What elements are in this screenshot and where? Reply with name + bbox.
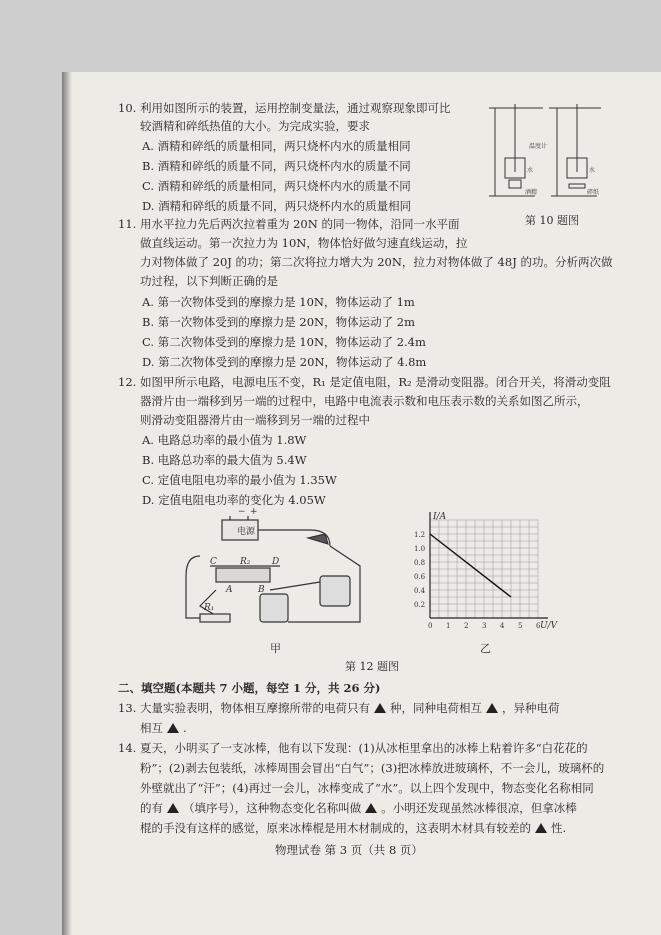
y-tick-label: 0.6 <box>414 573 426 581</box>
x-tick-label: 2 <box>464 622 469 630</box>
blank-triangle-icon <box>535 823 547 833</box>
x-tick-label: 6 <box>536 622 541 630</box>
blank-triangle-icon <box>365 803 377 813</box>
y-tick-label: 0.8 <box>414 559 426 567</box>
q14-text-4b: （填序号），这种物态变化名称叫做 <box>183 801 362 815</box>
chart-series <box>430 534 511 597</box>
water-label-1: 水 <box>527 167 534 174</box>
y-tick-label: 0.4 <box>414 587 426 595</box>
blank-triangle-icon <box>167 803 179 813</box>
circuit-point-a: A <box>226 585 233 595</box>
q11-line2: 做直线运动。第一次拉力为 10N，物体恰好做匀速直线运动，拉 <box>140 236 468 250</box>
q10-option-a: A. 酒精和碎纸的质量相同，两只烧杯内水的质量相同 <box>142 139 411 153</box>
x-tick-label: 1 <box>446 622 451 630</box>
q14-line2: 粉”；(2)剥去包装纸，冰棒周围会冒出“白气”；(3)把冰棒放进玻璃杯，不一会儿，玻璃杯的 <box>140 761 605 775</box>
y-tick-label: 1.0 <box>414 545 426 553</box>
water-label-2: 水 <box>589 167 596 174</box>
q12-option-d: D. 定值电阻电功率的变化为 4.05W <box>142 493 326 507</box>
q14-line4 <box>140 800 577 817</box>
q14-text-5a: 棍的手没有这样的感觉，原来冰棒棍是用木材制成的，这表明木材具有较差的 <box>140 821 531 835</box>
q11-line4: 功过程，以下判断正确的是 <box>140 274 278 288</box>
q14-text-4c: 。小明还发现虽然冰棒很凉，但拿冰棒 <box>381 801 577 815</box>
chart-tick-labels <box>414 531 541 630</box>
circuit-minus-label: − <box>238 507 246 517</box>
circuit-point-b: B <box>258 585 265 595</box>
q12-option-c: C. 定值电阻电功率的最小值为 1.35W <box>142 473 337 487</box>
chart-axes <box>430 512 548 618</box>
q10-option-d: D. 酒精和碎纸的质量不同，两只烧杯内水的质量相同 <box>142 199 412 213</box>
x-tick-label: 5 <box>518 622 523 630</box>
q10-apparatus-figure <box>485 100 605 210</box>
circuit-source-label: 电源 <box>237 527 256 537</box>
q11-line3: 力对物体做了 20J 的功；第二次将拉力增大为 20N，拉力对物体做了 48J 的功。分析两次做 <box>140 255 613 269</box>
q12-circuit-figure <box>180 506 370 636</box>
x-tick-label: 3 <box>482 622 487 630</box>
q10-option-b: B. 酒精和碎纸的质量不同，两只烧杯内水的质量不同 <box>142 159 411 173</box>
iv-graph <box>402 506 562 636</box>
q10-option-c: C. 酒精和碎纸的质量相同，两只烧杯内水的质量不同 <box>142 179 411 193</box>
paper-label: 碎纸 <box>587 189 600 196</box>
q14-line1: 14. 夏天，小明买了一支冰棒，他有以下发现：(1)从冰柜里拿出的冰棒上粘着许多“白花花的 <box>118 741 588 755</box>
q11-option-c: C. 第二次物体受到的摩擦力是 10N，物体运动了 2.4m <box>142 335 426 349</box>
fig-jia-label: 甲 <box>270 642 281 655</box>
q11-option-b: B. 第一次物体受到的摩擦力是 20N，物体运动了 2m <box>142 315 415 329</box>
series-line <box>430 534 511 597</box>
y-tick-label: 0.2 <box>414 601 426 609</box>
q10-stem-line1: 10. 利用如图所示的装置，运用控制变量法，通过观察现象即可比 <box>118 101 451 115</box>
q12-line2: 器滑片由一端移到另一端的过程中，电路中电流表示数和电压表示数的关系如图乙所示， <box>140 394 589 408</box>
q10-stem-line2: 较酒精和碎纸热值的大小。为完成实验，要求 <box>140 119 370 133</box>
blank-triangle-icon <box>374 703 386 713</box>
q13-text-5: . <box>183 721 187 735</box>
q14-line3: 外壁就出了“汗”；(4)再过一会儿，冰棒变成了“水”。以上四个发现中，物态变化名称相同 <box>140 781 594 795</box>
q12-option-a: A. 电路总功率的最小值为 1.8W <box>142 433 307 447</box>
q14-text-4a: 的有 <box>140 801 163 815</box>
page-footer: 物理试卷 第 3 页（共 8 页） <box>275 843 423 857</box>
q13-text-3: ，异种电荷 <box>501 701 560 715</box>
alcohol-label: 酒精 <box>525 189 538 196</box>
page-edge-shadow <box>62 72 72 935</box>
q13-text-4: 相互 <box>140 721 163 735</box>
q11-line1: 11. 用水平拉力先后两次拉着重为 20N 的同一物体，沿同一水平面 <box>118 217 460 231</box>
x-tick-label: 4 <box>500 622 505 630</box>
q12-caption: 第 12 题图 <box>345 660 399 673</box>
q11-option-d: D. 第二次物体受到的摩擦力是 20N，物体运动了 4.8m <box>142 355 427 369</box>
circuit-plus-label: + <box>250 507 258 517</box>
chart-grid <box>430 520 538 618</box>
q12-option-b: B. 电路总功率的最大值为 5.4W <box>142 453 307 467</box>
fig-yi-label: 乙 <box>480 642 491 655</box>
q13-text-2: 种，同种电荷相互 <box>389 701 482 715</box>
q12-line1: 12. 如图甲所示电路，电源电压不变，R₁ 是定值电阻，R₂ 是滑动变阻器。闭合开关，将滑动变阻 <box>118 375 611 389</box>
q13-line2 <box>140 720 187 737</box>
y-axis-label: I/A <box>433 512 447 522</box>
circuit-point-d: D <box>272 557 280 567</box>
blank-triangle-icon <box>167 723 179 733</box>
q14-line5 <box>140 820 566 837</box>
q11-option-a: A. 第一次物体受到的摩擦力是 10N，物体运动了 1m <box>142 295 415 309</box>
q10-caption: 第 10 题图 <box>525 214 579 227</box>
section2-title: 二、填空题(本题共 7 小题，每空 1 分，共 26 分) <box>118 681 381 695</box>
x-axis-label: U/V <box>540 621 558 631</box>
x-tick-label: 0 <box>428 622 433 630</box>
circuit-r1-label: R₁ <box>204 603 215 613</box>
q13-text-1: 13. 大量实验表明，物体相互摩擦所带的电荷只有 <box>118 701 370 715</box>
q12-line3: 则滑动变阻器滑片由一端移到另一端的过程中 <box>140 413 370 427</box>
q13-line1 <box>118 700 559 717</box>
circuit-r2-label: R₂ <box>240 557 251 567</box>
y-tick-label: 1.2 <box>414 531 426 539</box>
thermometer-label: 温度计 <box>529 143 548 150</box>
blank-triangle-icon <box>486 703 498 713</box>
circuit-point-c: C <box>210 557 217 567</box>
q14-text-5b: 性. <box>551 821 567 835</box>
